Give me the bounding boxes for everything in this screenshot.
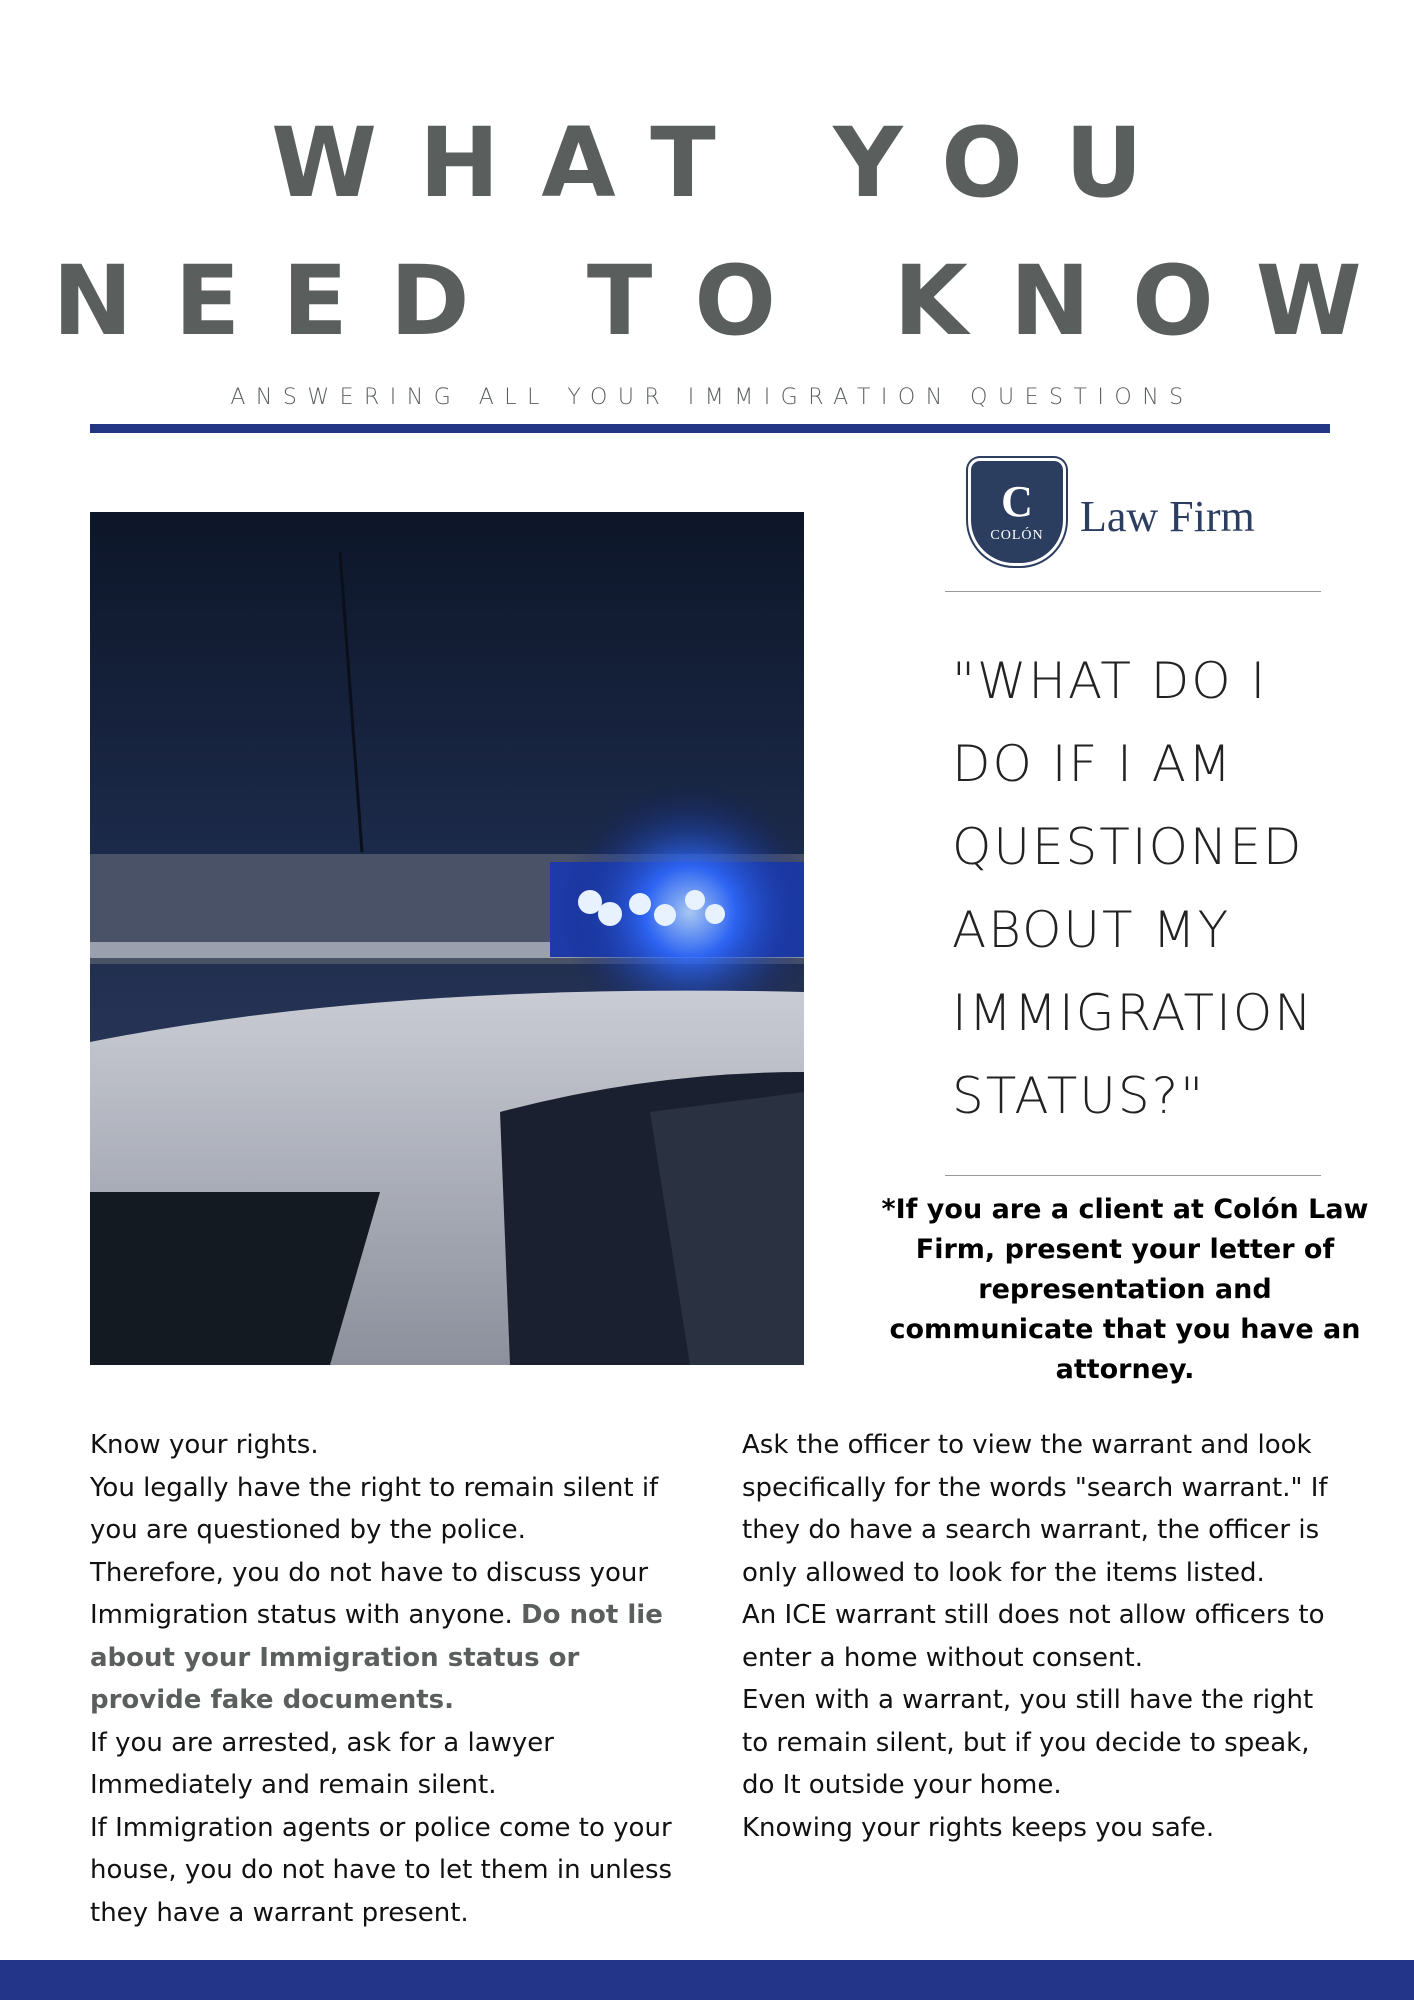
paragraph: Know your rights. — [90, 1430, 319, 1460]
subtitle: ANSWERING ALL YOUR IMMIGRATION QUESTIONS — [230, 385, 1194, 410]
paragraph: You legally have the right to remain silent if you are questioned by the police. — [90, 1472, 659, 1545]
divider-top — [945, 591, 1321, 592]
colon-law-firm-logo — [968, 458, 1255, 566]
quote-line: ABOUT MY — [952, 901, 1231, 959]
paragraph: Knowing your rights keeps you safe. — [742, 1812, 1215, 1843]
quote-line: IMMIGRATION — [952, 984, 1314, 1042]
paragraph-text: Therefore, you do not have to discuss your Immigration status with anyone. — [90, 1557, 649, 1630]
title-line-1: WHAT YOU — [271, 107, 1185, 219]
paragraph — [90, 1552, 690, 1722]
quote-line: "WHAT DO I — [952, 652, 1268, 710]
crest-letter: C — [1001, 477, 1033, 526]
pull-quote — [952, 640, 1352, 1138]
left-column — [90, 1424, 690, 1934]
footer-bar — [0, 1960, 1414, 2000]
client-note: *If you are a client at Colón Law Firm, present your letter of representation and communicate that you have an attorney. — [881, 1194, 1369, 1385]
paragraph: An ICE warrant still does not allow officers to enter a home without consent. — [742, 1600, 1325, 1673]
police-car-illustration-icon — [90, 512, 804, 1365]
right-column — [742, 1424, 1342, 1849]
quote-line: QUESTIONED — [952, 818, 1304, 876]
paragraph: If Immigration agents or police come to your house, you do not have to let them in unless they have a warrant present. — [90, 1812, 673, 1928]
crest-name: COLÓN — [990, 528, 1044, 543]
divider-bottom — [945, 1175, 1321, 1176]
header-rule — [90, 424, 1330, 433]
paragraph: Ask the officer to view the warrant and look specifically for the words "search warrant." If they do have a search warrant, the officer is only allowed to look for the items listed. — [742, 1430, 1328, 1588]
paragraph: Even with a warrant, you still have the right to remain silent, but if you decide to speak, do It outside your home. — [742, 1685, 1314, 1800]
warning-emphasis: Do not lie about your Immigration status or provide fake documents. — [90, 1600, 663, 1715]
logo-text: Law Firm — [1080, 491, 1255, 541]
paragraph: If you are arrested, ask for a lawyer Immediately and remain silent. — [90, 1727, 554, 1800]
title-line-2: NEED TO KNOW — [52, 245, 1404, 357]
quote-line: STATUS?" — [952, 1067, 1206, 1125]
quote-line: DO IF I AM — [952, 735, 1234, 793]
crest-icon — [968, 458, 1066, 566]
police-car-photo — [90, 512, 804, 1365]
